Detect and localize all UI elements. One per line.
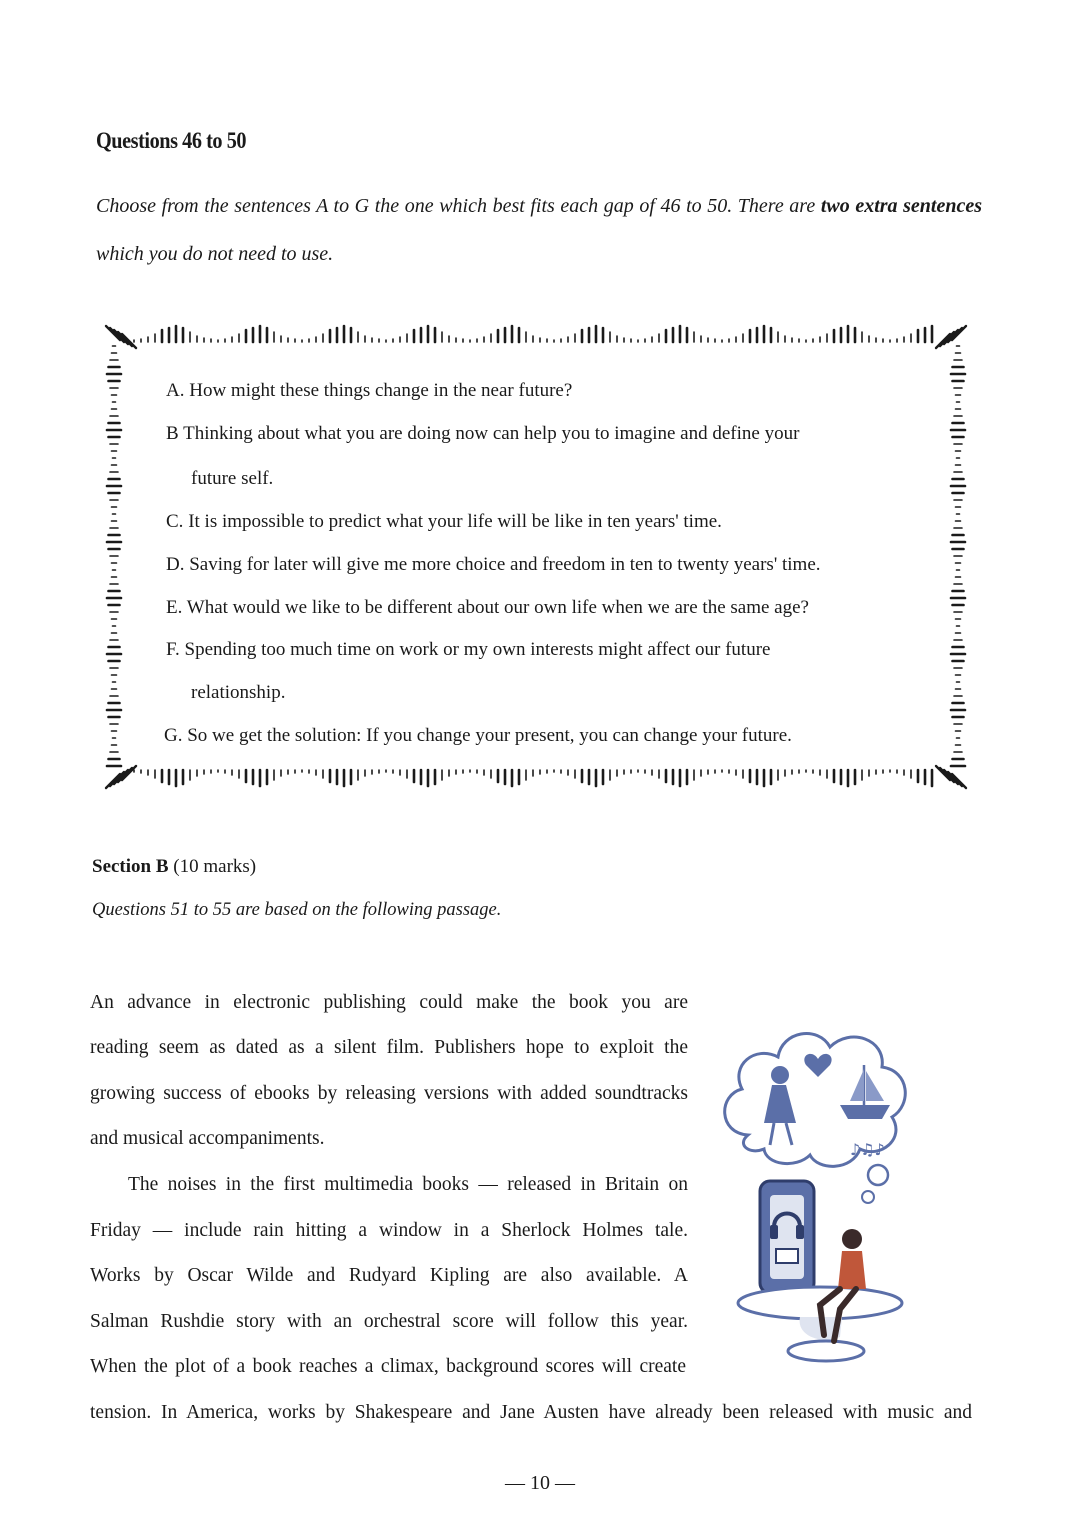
passage-line: reading seem as dated as a silent film. Publishers hope to exploit the — [90, 1037, 688, 1058]
option-text: So we get the solution: If you change your present, you can change your future. — [187, 725, 792, 746]
instructions-text: Choose from the sentences A to G the one which best fits each gap of 46 to 50. There are — [96, 195, 821, 217]
book-icon — [776, 1249, 798, 1263]
headphone-cup — [796, 1225, 804, 1239]
music-note-icon: ♪♫♪ — [850, 1140, 885, 1159]
option-letter: C. — [166, 511, 184, 532]
option-text: What would we like to be different about our own life when we are the same age? — [186, 597, 809, 618]
option-text: Thinking about what you are doing now can help you to imagine and define your — [183, 423, 800, 444]
thought-bubble — [868, 1165, 888, 1185]
option-letter: G. — [164, 725, 183, 746]
passage-line: Works by Oscar Wilde and Rudyard Kipling are also available. A — [90, 1265, 688, 1286]
passage-line: When the plot of a book reaches a climax, background scores will create — [90, 1356, 686, 1377]
reader-body — [838, 1251, 866, 1289]
headphone-cup — [770, 1225, 778, 1239]
passage-line: Salman Rushdie story with an orchestral score will follow this year. — [90, 1311, 688, 1332]
section-name: Section B — [92, 856, 169, 877]
pedestal-base — [788, 1341, 864, 1361]
option-text: It is impossible to predict what your life will be like in ten years' time. — [188, 511, 722, 532]
question-heading: Questions 46 to 50 — [96, 128, 247, 153]
option-letter: E. — [166, 597, 183, 618]
passage-line: growing success of ebooks by releasing versions with added soundtracks — [90, 1083, 688, 1104]
option-text: Spending too much time on work or my own interests might affect our future — [184, 639, 771, 660]
option-letter: D. — [166, 554, 185, 575]
passage-line: tension. In America, works by Shakespeare and Jane Austen have already been released with music and — [90, 1402, 972, 1423]
section-note: Questions 51 to 55 are based on the following passage. — [92, 900, 502, 920]
ship-icon — [840, 1105, 890, 1119]
reader-head — [842, 1229, 862, 1249]
instructions — [96, 182, 982, 278]
option-e — [166, 597, 809, 619]
option-letter: A. — [166, 380, 185, 401]
option-f — [166, 639, 770, 661]
option-b — [166, 423, 799, 445]
ebook-illustration — [700, 1005, 930, 1375]
section-marks: (10 marks) — [173, 856, 257, 877]
option-g — [164, 725, 792, 747]
section-title — [92, 856, 256, 878]
option-text: Saving for later will give me more choice and freedom in ten to twenty years' time. — [189, 554, 821, 575]
passage-line: Friday — include rain hitting a window in a Sherlock Holmes tale. — [90, 1220, 688, 1241]
option-letter: F. — [166, 639, 180, 660]
passage-line: An advance in electronic publishing could make the book you are — [90, 992, 688, 1013]
thought-bubble — [862, 1191, 874, 1203]
option-f-continuation: relationship. — [191, 682, 286, 703]
passage-line: The noises in the first multimedia books — released in Britain on — [128, 1174, 688, 1195]
option-letter: B — [166, 423, 179, 444]
instructions-emphasis: two extra sentences — [820, 195, 982, 217]
option-d — [166, 554, 821, 576]
passage-line: and musical accompaniments. — [90, 1128, 325, 1149]
page-number: — 10 — — [505, 1472, 575, 1494]
cloud-figure-head — [771, 1066, 789, 1084]
option-b-continuation: future self. — [191, 468, 274, 489]
instructions-tail: which you do not need to use. — [96, 243, 334, 265]
option-c — [166, 511, 722, 533]
option-text: How might these things change in the near future? — [189, 380, 573, 401]
option-a — [166, 380, 572, 402]
